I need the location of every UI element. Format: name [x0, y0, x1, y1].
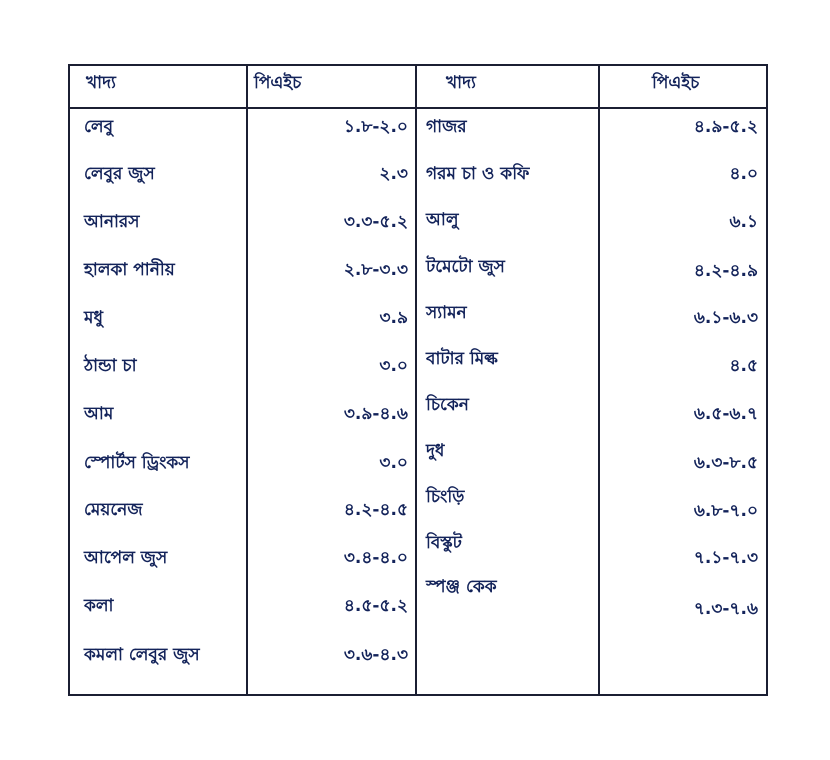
left-food-cell: আনারস — [84, 212, 140, 232]
left-ph-cell: ৪.৫-৫.২ — [343, 596, 408, 616]
right-ph-cell: ৪.৫ — [729, 356, 758, 376]
left-food-cell: স্পোর্টস ড্রিংকস — [84, 453, 190, 473]
right-ph-cell: ৭.১-৭.৩ — [693, 548, 758, 568]
left-food-cell: আপেল জুস — [84, 548, 168, 568]
header-food-left: খাদ্য — [86, 73, 116, 93]
header-divider — [70, 107, 766, 109]
right-food-cell: বিস্কুট — [426, 533, 462, 553]
left-food-cell: মধু — [84, 308, 103, 328]
right-food-cell: চিকেন — [426, 395, 469, 415]
left-ph-cell: ৩.৯-৪.৬ — [343, 404, 408, 424]
left-food-cell: আম — [84, 404, 114, 424]
ph-table — [68, 64, 768, 696]
right-ph-cell: ৪.০ — [729, 164, 758, 184]
left-ph-cell: ২.৮-৩.৩ — [343, 260, 408, 280]
right-ph-cell: ৪.৯-৫.২ — [693, 117, 758, 137]
right-ph-cell: ৬.৩-৮.৫ — [693, 453, 758, 473]
header-food-right: খাদ্য — [446, 73, 476, 93]
left-ph-cell: ৩.০ — [379, 453, 408, 473]
left-ph-cell: ৩.৩-৫.২ — [343, 212, 408, 232]
left-ph-cell: ৩.৯ — [379, 308, 408, 328]
left-food-cell: লেবু — [84, 117, 114, 137]
right-ph-cell: ৭.৩-৭.৬ — [693, 599, 758, 619]
column-divider — [598, 66, 600, 694]
column-divider — [246, 66, 248, 694]
column-divider — [415, 66, 417, 694]
left-food-cell: কমলা লেবুর জুস — [84, 645, 200, 665]
right-food-cell: দুধ — [426, 441, 445, 461]
right-food-cell: গাজর — [426, 117, 467, 137]
right-ph-cell: ৬.১ — [729, 212, 758, 232]
right-food-cell: স্পঞ্জ কেক — [426, 577, 497, 597]
left-ph-cell: ৪.২-৪.৫ — [343, 500, 408, 520]
header-ph-right: পিএইচ — [652, 73, 700, 93]
right-food-cell: আলু — [426, 210, 459, 230]
right-food-cell: স্যামন — [426, 303, 467, 323]
right-food-cell: টমেটো জুস — [426, 257, 505, 277]
left-ph-cell: ১.৮-২.০ — [343, 117, 408, 137]
left-ph-cell: ৩.৬-৪.৩ — [343, 645, 408, 665]
left-ph-cell: ২.৩ — [379, 164, 408, 184]
right-ph-cell: ৬.১-৬.৩ — [693, 308, 758, 328]
left-ph-cell: ৩.৪-৪.০ — [343, 548, 408, 568]
right-food-cell: গরম চা ও কফি — [426, 164, 530, 184]
left-ph-cell: ৩.০ — [379, 356, 408, 376]
right-ph-cell: ৬.৫-৬.৭ — [693, 404, 758, 424]
left-food-cell: মেয়নেজ — [84, 500, 143, 520]
left-food-cell: কলা — [84, 596, 114, 616]
right-food-cell: চিংড়ি — [426, 487, 465, 507]
right-ph-cell: ৬.৮-৭.০ — [693, 501, 758, 521]
header-ph-left: পিএইচ — [254, 73, 302, 93]
left-food-cell: লেবুর জুস — [84, 164, 155, 184]
left-food-cell: ঠান্ডা চা — [84, 356, 137, 376]
right-ph-cell: ৪.২-৪.৯ — [693, 261, 758, 281]
left-food-cell: হালকা পানীয় — [84, 260, 175, 280]
right-food-cell: বাটার মিল্ক — [426, 349, 498, 369]
